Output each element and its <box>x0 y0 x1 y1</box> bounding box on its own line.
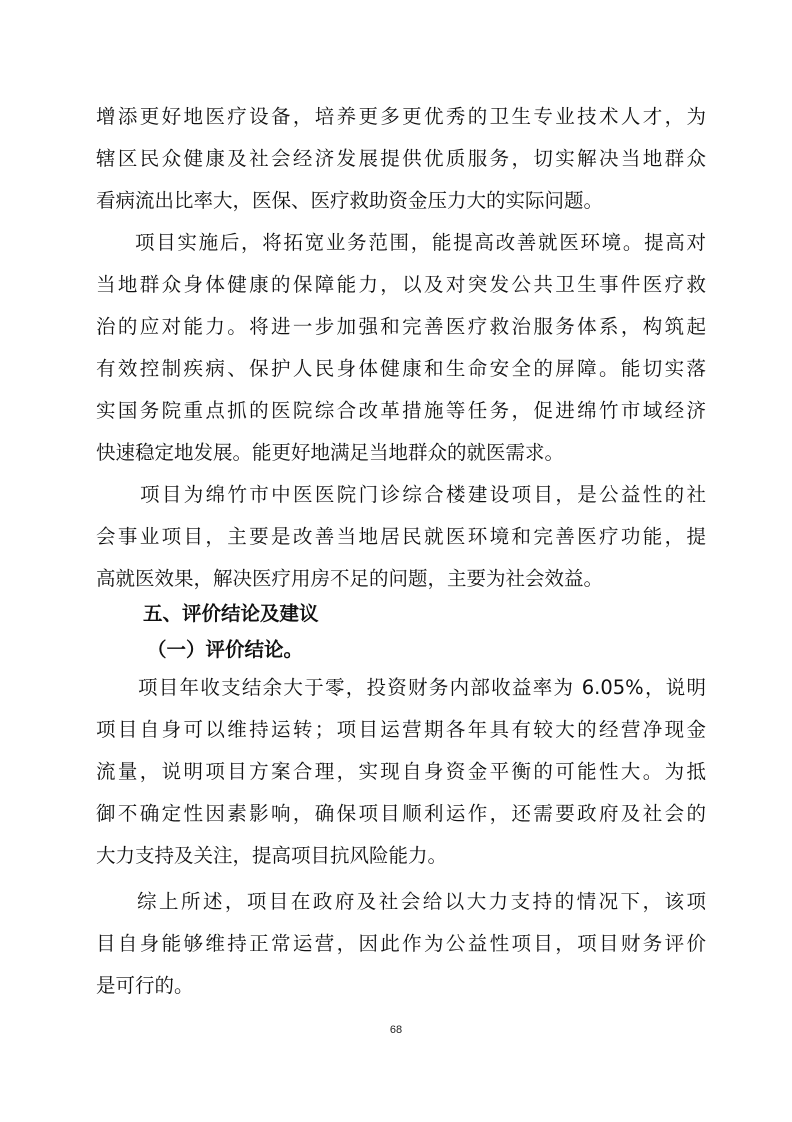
text-line: 目自身能够维持正常运营，因此作为公益性项目，项目财务评价 <box>96 932 706 955</box>
text-line: 看病流出比率大，医保、医疗救助资金压力大的实际问题。 <box>96 189 604 212</box>
text-line: 大力支持及关注，提高项目抗风险能力。 <box>96 844 448 867</box>
text-line: 快速稳定地发展。能更好地满足当地群众的就医需求。 <box>96 441 565 464</box>
subsection-heading: （一）评价结论。 <box>147 638 304 661</box>
text-line: 当地群众身体健康的保障能力，以及对突发公共卫生事件医疗救 <box>96 273 706 296</box>
section-heading: 五、评价结论及建议 <box>143 602 319 625</box>
text-line: 辖区民众健康及社会经济发展提供优质服务，切实解决当地群众 <box>96 147 706 170</box>
text-line: 综上所述，项目在政府及社会给以大力支持的情况下，该项 <box>137 890 706 913</box>
text-line: 项目自身可以维持运转；项目运营期各年具有较大的经营净现金 <box>96 718 706 741</box>
text-line: 御不确定性因素影响，确保项目顺利运作，还需要政府及社会的 <box>96 802 706 825</box>
text-line: 治的应对能力。将进一步加强和完善医疗救治服务体系，构筑起 <box>96 315 706 338</box>
text-line: 项目年收支结余大于零，投资财务内部收益率为 6.05%，说明 <box>138 676 706 699</box>
text-line: 有效控制疾病、保护人民身体健康和生命安全的屏障。能切实落 <box>96 357 706 380</box>
text-line: 项目实施后，将拓宽业务范围，能提高改善就医环境。提高对 <box>135 231 706 254</box>
text-line: 高就医效果，解决医疗用房不足的问题，主要为社会效益。 <box>96 567 604 590</box>
text-line: 流量，说明项目方案合理，实现自身资金平衡的可能性大。为抵 <box>96 760 706 783</box>
text-line: 增添更好地医疗设备，培养更多更优秀的卫生专业技术人才，为 <box>96 105 706 128</box>
text-line: 是可行的。 <box>96 974 194 997</box>
text-line: 实国务院重点抓的医院综合改革措施等任务，促进绵竹市域经济 <box>96 399 706 422</box>
text-line: 会事业项目，主要是改善当地居民就医环境和完善医疗功能，提 <box>96 525 706 548</box>
text-line: 项目为绵竹市中医医院门诊综合楼建设项目，是公益性的社 <box>140 483 706 506</box>
page-number: 68 <box>389 1024 403 1036</box>
